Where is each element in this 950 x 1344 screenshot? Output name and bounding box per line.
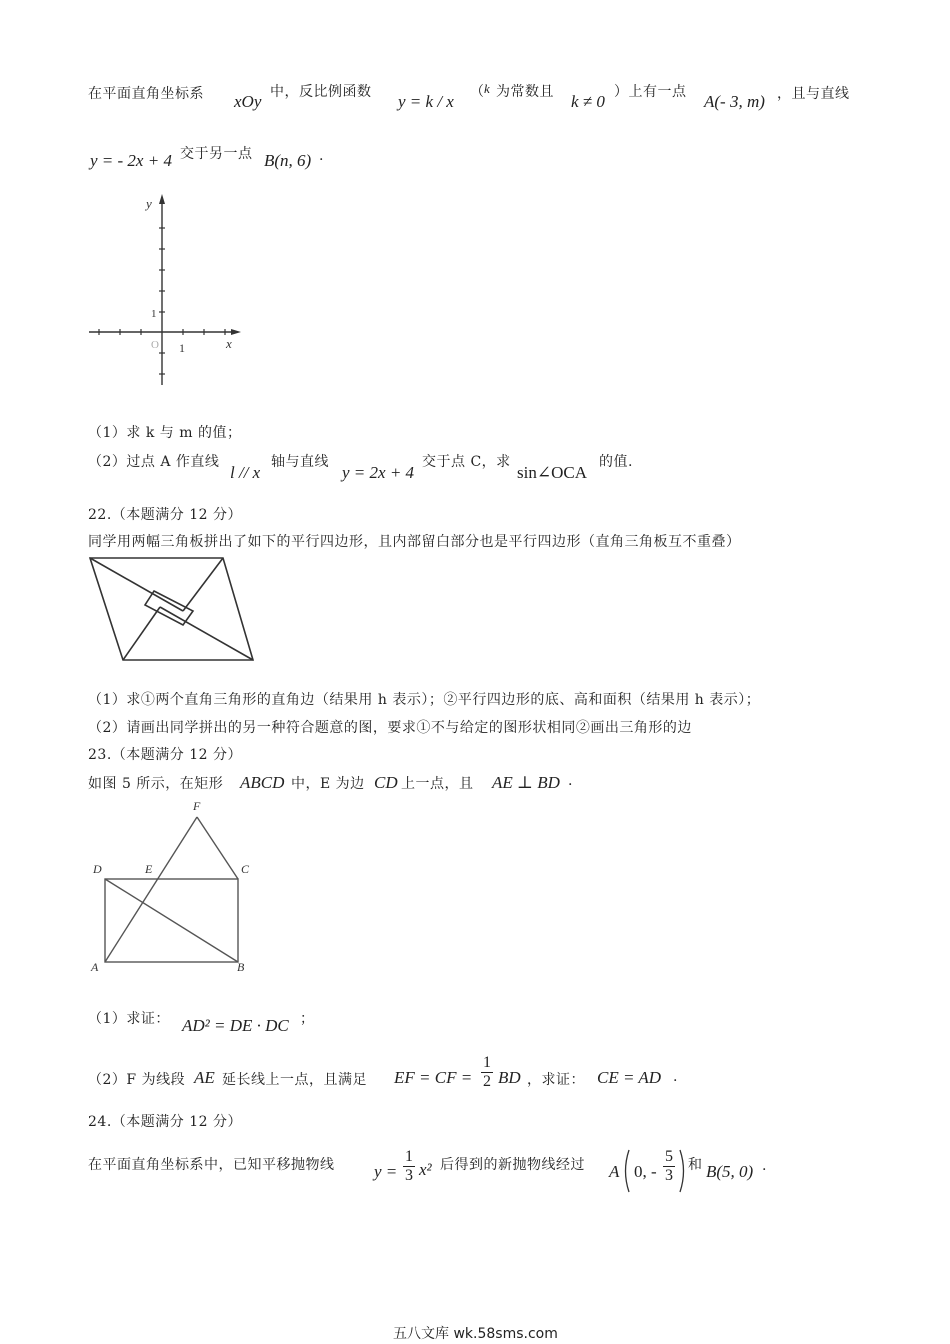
q24-text: 和 (688, 1157, 703, 1173)
y-tick-label: 1 (151, 308, 157, 320)
q21-text: 轴与直线 (271, 454, 329, 470)
q21-math: A(- 3, m) (704, 92, 765, 111)
q24-math: x² (419, 1160, 432, 1179)
q24-fraction: 5 3 (665, 1148, 673, 1184)
q21-math: B(n, 6) (264, 151, 312, 170)
q23-text: 如图 5 所示，在矩形 (88, 776, 224, 792)
coordinate-graph (85, 190, 255, 390)
q21-math: sin∠OCA (517, 463, 587, 482)
q21-part1: （1）求 k 与 m 的值； (88, 425, 242, 441)
q21-text: 为常数且 (496, 84, 554, 100)
x-axis-label: x (226, 336, 232, 351)
q21-part2: （2）过点 A 作直线 (88, 454, 220, 470)
q23-math: AD² = DE · DC (182, 1016, 289, 1035)
q23-math: ABCD (240, 773, 285, 792)
q22-part1: （1）求①两个直角三角形的直角边（结果用 h 表示）；②平行四边形的底、高和面积（结果用 h 表示）； (88, 692, 761, 708)
q23-math: AE (194, 1068, 215, 1087)
q21-text: 在平面直角坐标系 (88, 86, 204, 102)
q23-text: 延长线上一点，且满足 (222, 1072, 367, 1088)
q21-math: l // x (230, 463, 261, 482)
q22-part2: （2）请画出同学拼出的另一种符合题意的图，要求①不与给定的图形状相同②画出三角形的边 (88, 720, 692, 736)
q23-math: EF = CF = (394, 1068, 473, 1087)
q23-part2: （2）F 为线段 (88, 1072, 186, 1088)
parallelogram-figure (85, 553, 260, 665)
q24-math: y = (374, 1162, 398, 1181)
q23-math: BD (498, 1068, 521, 1087)
q23-math: CD (374, 773, 398, 792)
q23-text: 上一点，且 (401, 776, 474, 792)
point-D-label: D (93, 862, 102, 876)
q23-text: ，求证： (527, 1072, 585, 1088)
q23-text: . (673, 1069, 678, 1085)
rectangle-figure (85, 795, 260, 975)
right-paren-icon (678, 1148, 688, 1194)
q23-part1: （1）求证： (88, 1011, 170, 1027)
q21-math: y = k / x (398, 92, 454, 111)
q21-math: xOy (234, 92, 262, 111)
q21-text: 交于点 C，求 (422, 454, 511, 470)
q21-math: y = - 2x + 4 (90, 151, 172, 170)
footer-watermark: 五八文库 wk.58sms.com (393, 1326, 558, 1342)
q23-heading: 23.（本题满分 12 分） (88, 747, 242, 763)
q22-body: 同学用两幅三角板拼出了如下的平行四边形，且内部留白部分也是平行四边形（直角三角板互不重叠） (88, 534, 741, 550)
q21-text: 中，反比例函数 (270, 84, 372, 100)
q24-math: A (609, 1162, 620, 1181)
q21-math: y = 2x + 4 (342, 463, 415, 482)
origin-label: O (151, 339, 159, 351)
q22-heading: 22.（本题满分 12 分） (88, 507, 242, 523)
q24-math: B(5, 0) (706, 1162, 754, 1181)
q21-text: 交于另一点 (180, 146, 253, 162)
q24-text: . (762, 1158, 767, 1174)
x-tick-label: 1 (179, 341, 185, 355)
q21-text: （ (470, 84, 485, 100)
point-B-label: B (237, 960, 245, 974)
point-E-label: E (145, 862, 153, 876)
y-axis-label: y (146, 196, 152, 211)
q23-text: . (568, 773, 573, 789)
q24-heading: 24.（本题满分 12 分） (88, 1114, 242, 1130)
q23-text: ； (300, 1011, 315, 1027)
q23-math: AE ⊥ BD (492, 773, 560, 792)
left-paren-icon (621, 1148, 631, 1194)
point-C-label: C (241, 862, 250, 876)
q23-text: 中，E 为边 (291, 776, 365, 792)
q21-text: ，且与直线 (777, 86, 850, 102)
q21-text: 的值. (599, 454, 633, 470)
q23-math: CE = AD (597, 1068, 662, 1087)
q24-fraction: 1 3 (405, 1148, 413, 1184)
q23-fraction: 1 2 (483, 1054, 491, 1090)
q21-text: ）上有一点 (614, 84, 687, 100)
q21-math: k ≠ 0 (571, 92, 605, 111)
q24-math: 0, - (634, 1162, 657, 1181)
q24-text: 在平面直角坐标系中，已知平移抛物线 (88, 1157, 335, 1173)
q21-text: . (319, 148, 324, 164)
point-A-label: A (91, 960, 99, 974)
q24-text: 后得到的新抛物线经过 (440, 1157, 585, 1173)
point-F-label: F (193, 799, 201, 813)
q21-math: k (484, 81, 490, 96)
